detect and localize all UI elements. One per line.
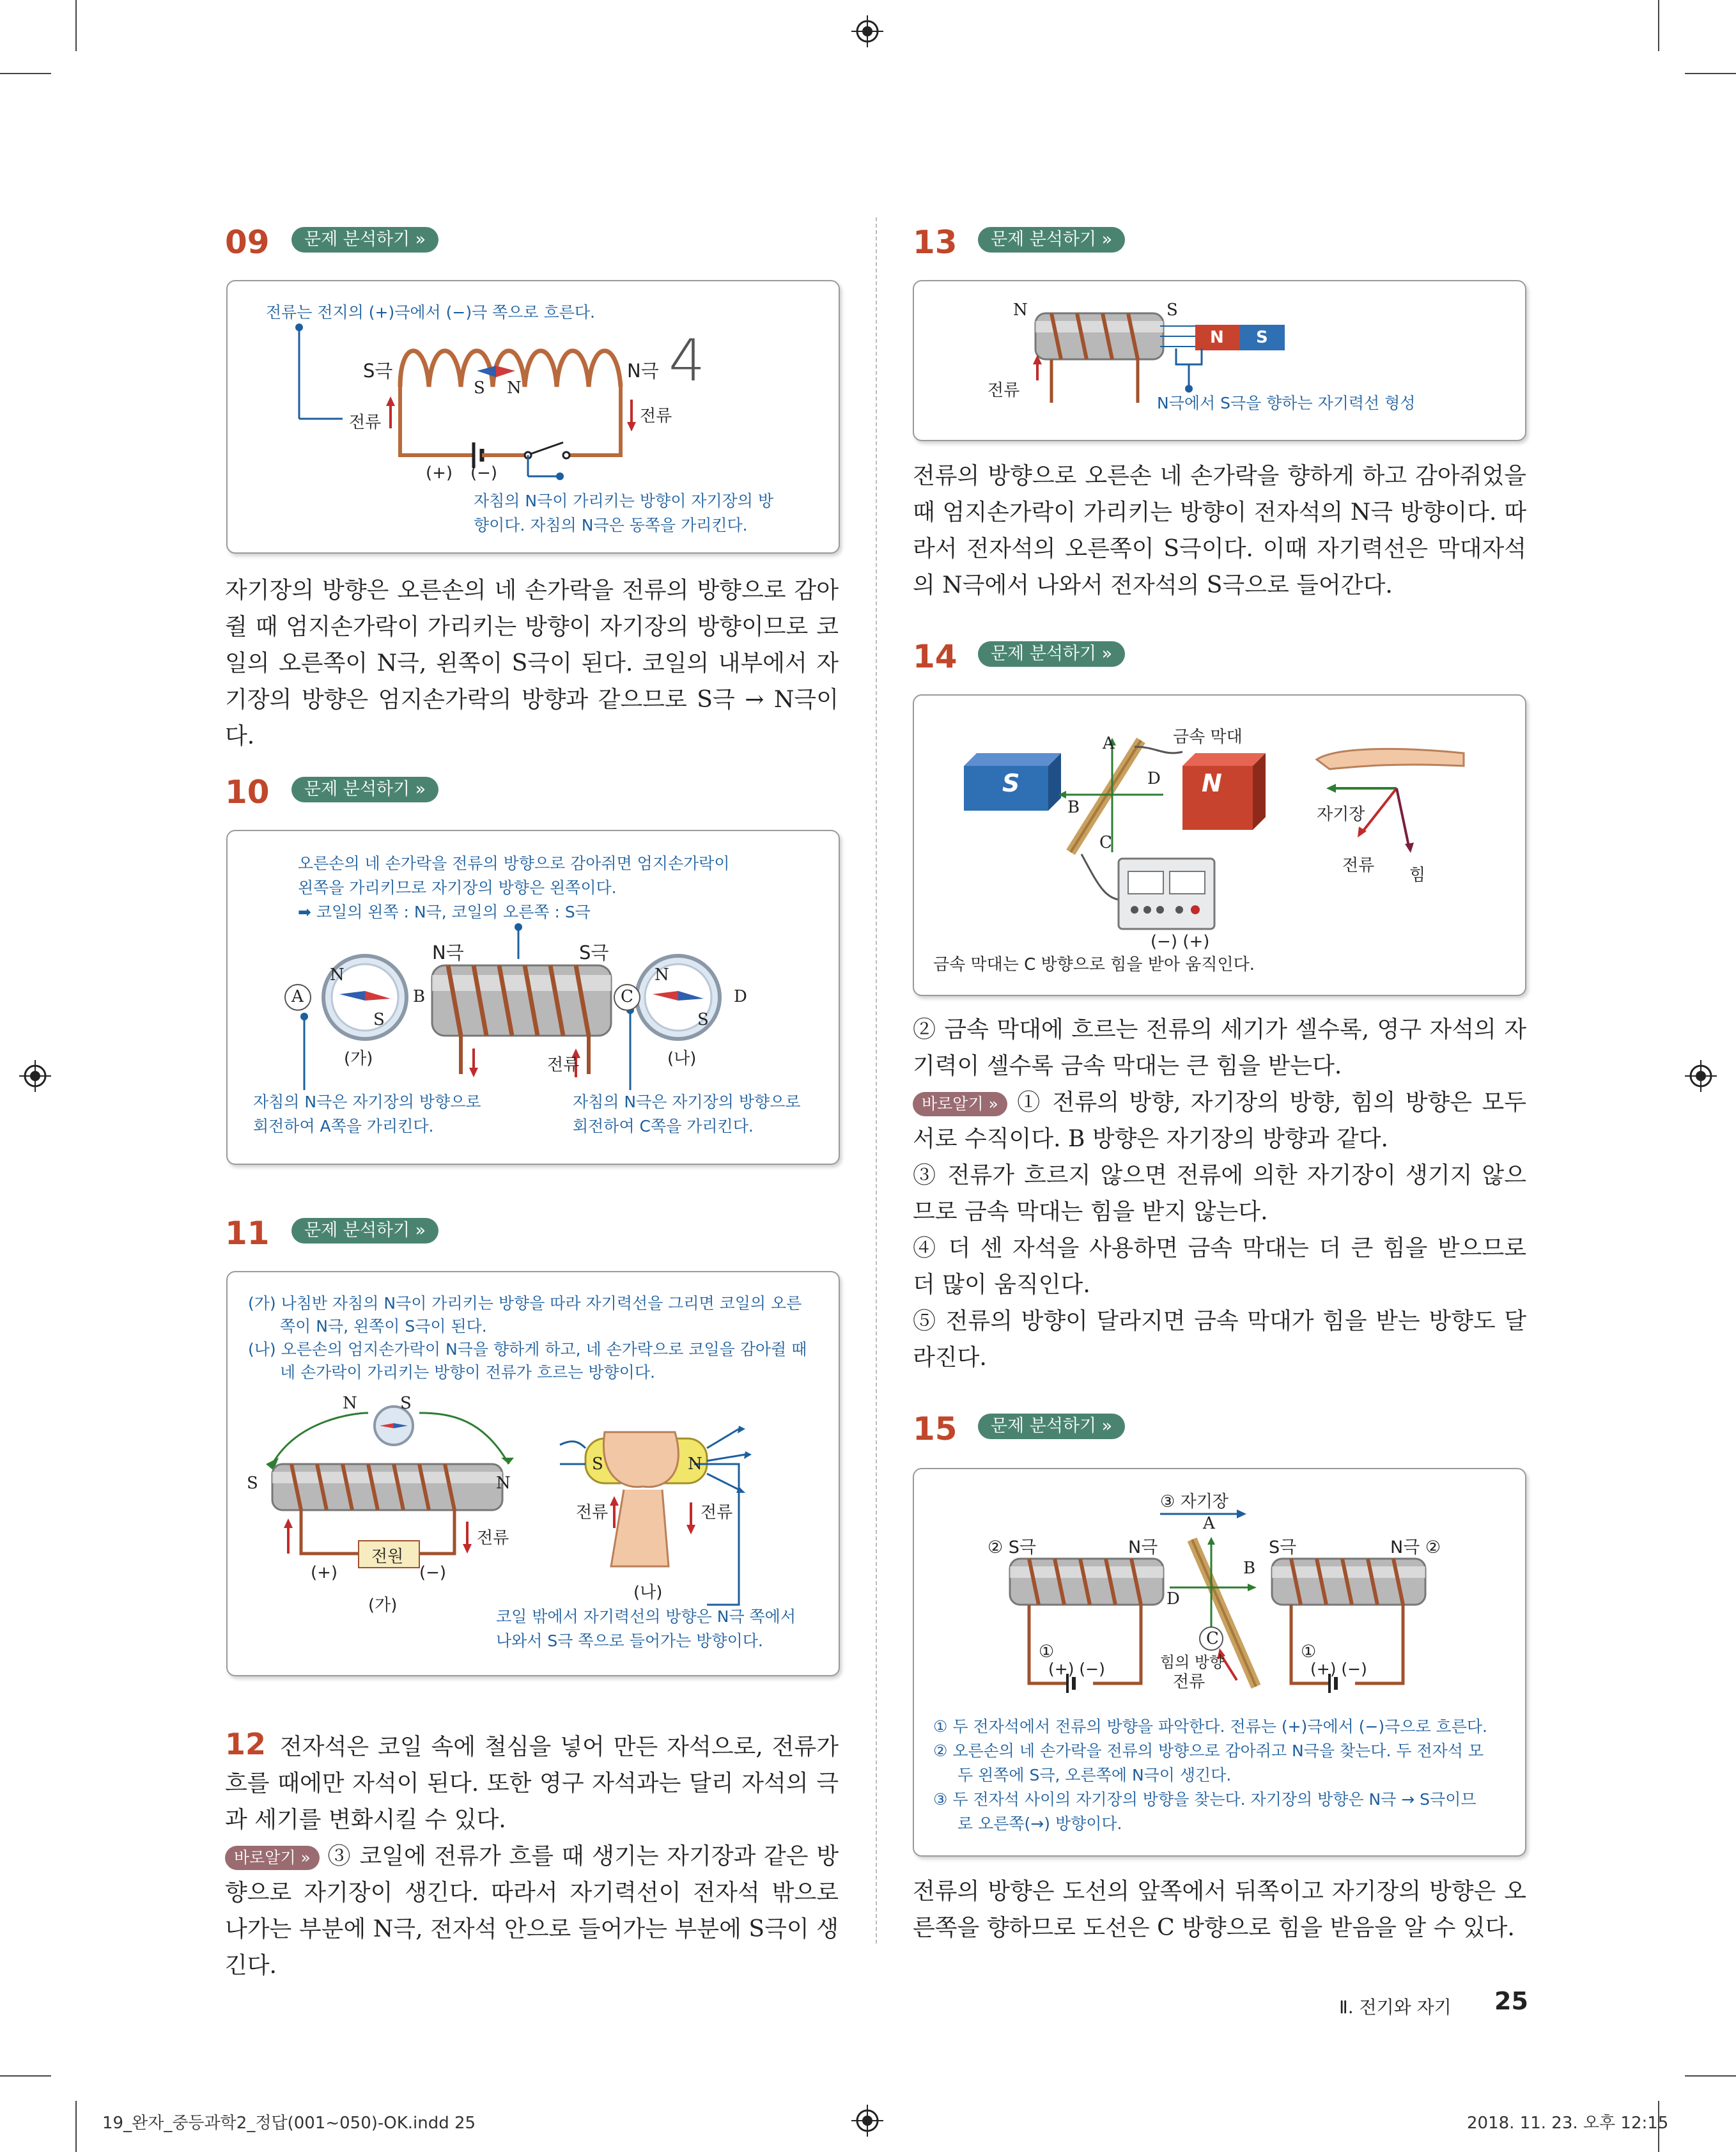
q11-note1: (가) 나침반 자침의 N극이 가리키는 방향을 따라 자기력선을 그리면 코일의 오른 [248,1294,802,1313]
q13-electromagnet-diagram [914,281,1525,440]
q12-text2: ③ 코일에 전류가 흐를 때 생기는 자기장과 같은 방향으로 자기장이 생긴다. 따라서 자기력선이 전자석 밖으로 나가는 부분에 N극, 전자석 안으로 들어가는 부분에 S극이 생긴다. [225,1843,839,1979]
crop-mark [0,2075,51,2077]
q13-n-label: N [1013,300,1028,320]
q10-label-na: (나) [667,1049,697,1068]
q11-current-left: 전류 [477,1529,509,1548]
q09-s-pole-label: S극 [363,360,393,382]
footer-chapter: Ⅱ. 전기와 자기 [1339,1997,1452,2018]
q10-note2: 왼쪽을 가리키므로 자기장의 방향은 왼쪽이다. [298,878,617,897]
crop-mark [0,73,51,74]
q11-plus: (+) [311,1563,338,1582]
q15-one-left: ① [1039,1642,1055,1662]
crop-mark [1685,73,1736,74]
q09-needle-s: S [474,378,485,398]
q10-label-c: C [621,987,633,1006]
q13-s-label: S [1166,300,1178,320]
q15-note3: ③ 두 전자석 사이의 자기장의 방향을 찾는다. 자기장의 방향은 N극 → S극이므 [933,1790,1476,1809]
q09-note-top: 전류는 전지의 (+)극에서 (−)극 쪽으로 흐른다. [266,303,595,322]
registration-mark-icon [1685,1060,1717,1092]
q11-n-right: N [496,1474,511,1493]
q15-label-b: B [1243,1559,1256,1578]
q13-magnet-n: N [1210,328,1224,347]
registration-mark-icon [851,15,883,47]
q15-right-n: N극 ② [1390,1538,1441,1557]
q10-label-ga: (가) [344,1049,373,1068]
q11-n-top: N [343,1394,357,1413]
q15-pm-right: (+) (−) [1310,1660,1367,1678]
q15-current: 전류 [1173,1672,1205,1692]
q11-label-na: (나) [633,1583,663,1602]
q14-label-b: B [1067,798,1080,817]
q13-analysis-tag: 문제 분석하기 » [978,227,1125,253]
q11-s-left: S [247,1474,258,1493]
q13-magnet-s: S [1256,328,1268,347]
q10-note-right1: 자침의 N극은 자기장의 방향으로 [573,1093,801,1111]
q10-note-left2: 회전하여 A쪽을 가리킨다. [253,1117,434,1135]
q15-explanation: 전류의 방향은 도선의 앞쪽에서 뒤쪽이고 자기장의 방향은 오른쪽을 향하므로 도선은 C 방향으로 힘을 받음을 알 수 있다. [913,1878,1526,1941]
q11-note-bottom2: 나와서 S극 쪽으로 들어가는 방향이다. [496,1632,763,1650]
q14-magnet-n: N [1202,769,1222,797]
q11-s-hand: S [592,1454,603,1474]
q09-needle-n: N [507,378,522,398]
q11-s-top: S [400,1394,412,1413]
q10-note3: ➡ 코일의 왼쪽 : N극, 코일의 오른쪽 : S극 [298,903,591,921]
crop-mark [1685,2075,1736,2077]
q14-field: 자기장 [1317,805,1365,824]
q13-diagram-box [913,280,1526,441]
q14-baro-tag: 바로알기 » [913,1092,1007,1116]
crop-mark [75,2101,77,2152]
q09-number: 09 [225,224,270,261]
q14-text2: ① 전류의 방향, 자기장의 방향, 힘의 방향은 모두 서로 수직이다. B 방향은 자기장의 방향과 같다. [913,1089,1526,1152]
q15-left-s: ② S극 [988,1538,1037,1557]
tag-label: 문제 분석하기 [991,230,1097,249]
q10-note-right2: 회전하여 C쪽을 가리킨다. [573,1117,754,1135]
q14-label-c: C [1099,833,1112,852]
q09-diagram-box [226,280,840,554]
tag-label: 문제 분석하기 [304,779,410,799]
q11-number: 11 [225,1215,270,1252]
q14-minus-plus: (−) (+) [1151,932,1210,951]
q11-current-hand-left: 전류 [576,1503,608,1522]
q09-plus: (+) [426,464,453,483]
q10-note-left1: 자침의 N극은 자기장의 방향으로 [253,1093,481,1111]
registration-mark-icon [851,2105,883,2137]
q15-pm-left: (+) (−) [1048,1660,1105,1678]
tag-label: 문제 분석하기 [991,1416,1097,1436]
q12-number: 12 [225,1727,267,1761]
q11-diagram-box [226,1271,840,1676]
crop-mark [75,0,77,51]
q11-label-ga: (가) [368,1596,398,1615]
q15-field: ③ 자기장 [1160,1492,1228,1511]
q15-force-dir: 힘의 방향 [1160,1653,1225,1671]
q10-needle-s-left: S [373,1010,385,1029]
q14-text3: ③ 전류가 흐르지 않으면 전류에 의한 자기장이 생기지 않으므로 금속 막대는 힘을 받지 않는다. [913,1162,1526,1225]
q15-note2: ② 오른손의 네 손가락을 전류의 방향으로 감아쥐고 N극을 찾는다. 두 전자석 모 [933,1742,1484,1760]
q14-text1: ② 금속 막대에 흐르는 전류의 세기가 셀수록, 영구 자석의 자기력이 셀수록 금속 막대는 큰 힘을 받는다. [913,1017,1526,1079]
q15-label-d: D [1166,1589,1180,1609]
footer-page-number: 25 [1494,1987,1528,2015]
q14-number: 14 [913,638,957,675]
registration-mark-icon [19,1060,51,1092]
q10-note1: 오른손의 네 손가락을 전류의 방향으로 감아쥐면 엄지손가락이 [298,854,730,873]
q11-power: 전원 [371,1547,404,1566]
q12-text1: 전자석은 코일 속에 철심을 넣어 만든 자석으로, 전류가 흐를 때에만 자석이 된다. 또한 영구 자석과는 달리 자석의 극과 세기를 변화시킬 수 있다. [225,1734,839,1833]
q10-analysis-tag: 문제 분석하기 » [291,777,438,802]
q09-n-pole-label: N극 [627,360,659,382]
q10-n-pole: N극 [432,942,464,963]
q10-label-b: B [413,987,426,1006]
q11-current-hand-right: 전류 [701,1503,733,1522]
crop-mark [1658,0,1659,51]
q09-current-left: 전류 [349,413,382,432]
q14-analysis-tag: 문제 분석하기 » [978,641,1125,667]
footer-file-name: 19_완자_중등과학2_정답(001~050)-OK.indd 25 [102,2114,476,2133]
q14-note: 금속 막대는 C 방향으로 힘을 받아 움직인다. [933,955,1255,974]
q14-label-d: D [1147,769,1161,788]
q09-analysis-tag: 문제 분석하기 » [291,227,438,253]
q10-needle-s-right: S [697,1010,709,1029]
q14-label-a: A [1103,734,1115,753]
q09-minus: (−) [470,464,498,483]
q10-current: 전류 [547,1056,580,1075]
q10-label-d: D [734,987,747,1006]
q15-label-a: A [1203,1514,1215,1533]
q10-needle-n-left: N [330,965,345,985]
q14-current: 전류 [1342,856,1375,875]
q11-note2b: 네 손가락이 가리키는 방향이 전류가 흐르는 방향이다. [280,1363,655,1382]
q14-force: 힘 [1409,866,1426,885]
q12-block [225,1726,839,1984]
q11-n-hand: N [688,1454,702,1474]
q14-explanation [913,1011,1526,1376]
q09-explanation: 자기장의 방향은 오른손의 네 손가락을 전류의 방향으로 감아쥘 때 엄지손가락이 가리키는 방향이 자기장의 방향이므로 코일의 오른쪽이 N극, 왼쪽이 S극이 된다. 코일의 내부에서 자기장의 방향은 엄지손가락의 방향과 같으므로 S극 → N극이다. [225,577,839,749]
q15-right-s: S극 [1269,1538,1297,1557]
q15-label-c: C [1206,1629,1219,1648]
q14-rod-label: 금속 막대 [1173,728,1243,747]
q11-note1b: 쪽이 N극, 왼쪽이 S극이 된다. [280,1317,487,1336]
baro-label: 바로알기 [922,1095,984,1113]
q09-note-bottom1: 자침의 N극이 가리키는 방향이 자기장의 방 [474,492,773,510]
q15-note3b: 로 오른쪽(→) 방향이다. [957,1814,1122,1833]
footer-date: 2018. 11. 23. 오후 12:15 [1467,2114,1669,2133]
q09-note-bottom2: 향이다. 자침의 N극은 동쪽을 가리킨다. [474,516,748,534]
q13-note: N극에서 S극을 향하는 자기력선 형성 [1157,394,1416,412]
q11-note-bottom1: 코일 밖에서 자기력선의 방향은 N극 쪽에서 [496,1607,796,1626]
baro-label: 바로알기 [234,1848,296,1867]
q13-explanation: 전류의 방향으로 오른손 네 손가락을 향하게 하고 감아쥐었을 때 엄지손가락이 가리키는 방향이 전자석의 N극 방향이다. 따라서 전자석의 오른쪽이 S극이다. 이때 자기력선은 막대자석의 N극에서 나와서 전자석의 S극으로 들어간다. [913,463,1526,598]
q10-label-a: A [291,987,304,1006]
tag-label: 문제 분석하기 [991,644,1097,664]
q10-diagram-box [226,830,840,1165]
q10-number: 10 [225,774,270,811]
q14-text5: ⑤ 전류의 방향이 달라지면 금속 막대가 힘을 받는 방향도 달라진다. [913,1308,1526,1371]
column-divider [876,217,877,1944]
tag-label: 문제 분석하기 [304,230,410,249]
q12-baro-tag: 바로알기 » [225,1846,320,1870]
q15-left-n: N극 [1128,1538,1158,1557]
q14-magnet-s: S [1002,769,1020,797]
q15-analysis-tag: 문제 분석하기 » [978,1414,1125,1439]
q09-current-right: 전류 [640,407,672,426]
q10-s-pole: S극 [579,942,609,963]
q13-current: 전류 [988,381,1020,400]
q15-number: 15 [913,1410,957,1447]
q15-note2b: 두 왼쪽에 S극, 오른쪽에 N극이 생긴다. [957,1766,1232,1784]
q09-hand-mark: 4 [669,327,706,394]
q14-text4: ④ 더 센 자석을 사용하면 금속 막대는 더 큰 힘을 받으므로 더 많이 움직인다. [913,1235,1526,1298]
q11-note2: (나) 오른손의 엄지손가락이 N극을 향하게 하고, 네 손가락으로 코일을 감아쥘 때 [248,1340,807,1359]
q13-number: 13 [913,224,957,261]
q10-needle-n-right: N [655,965,669,985]
q11-analysis-tag: 문제 분석하기 » [291,1218,438,1244]
q14-diagram-box [913,694,1526,996]
q15-diagram-box [913,1468,1526,1857]
q15-note1: ① 두 전자석에서 전류의 방향을 파악한다. 전류는 (+)극에서 (−)극으로 흐른다. [933,1717,1487,1736]
tag-label: 문제 분석하기 [304,1220,410,1240]
q15-one-right: ① [1301,1642,1317,1662]
q11-minus: (−) [419,1563,447,1582]
